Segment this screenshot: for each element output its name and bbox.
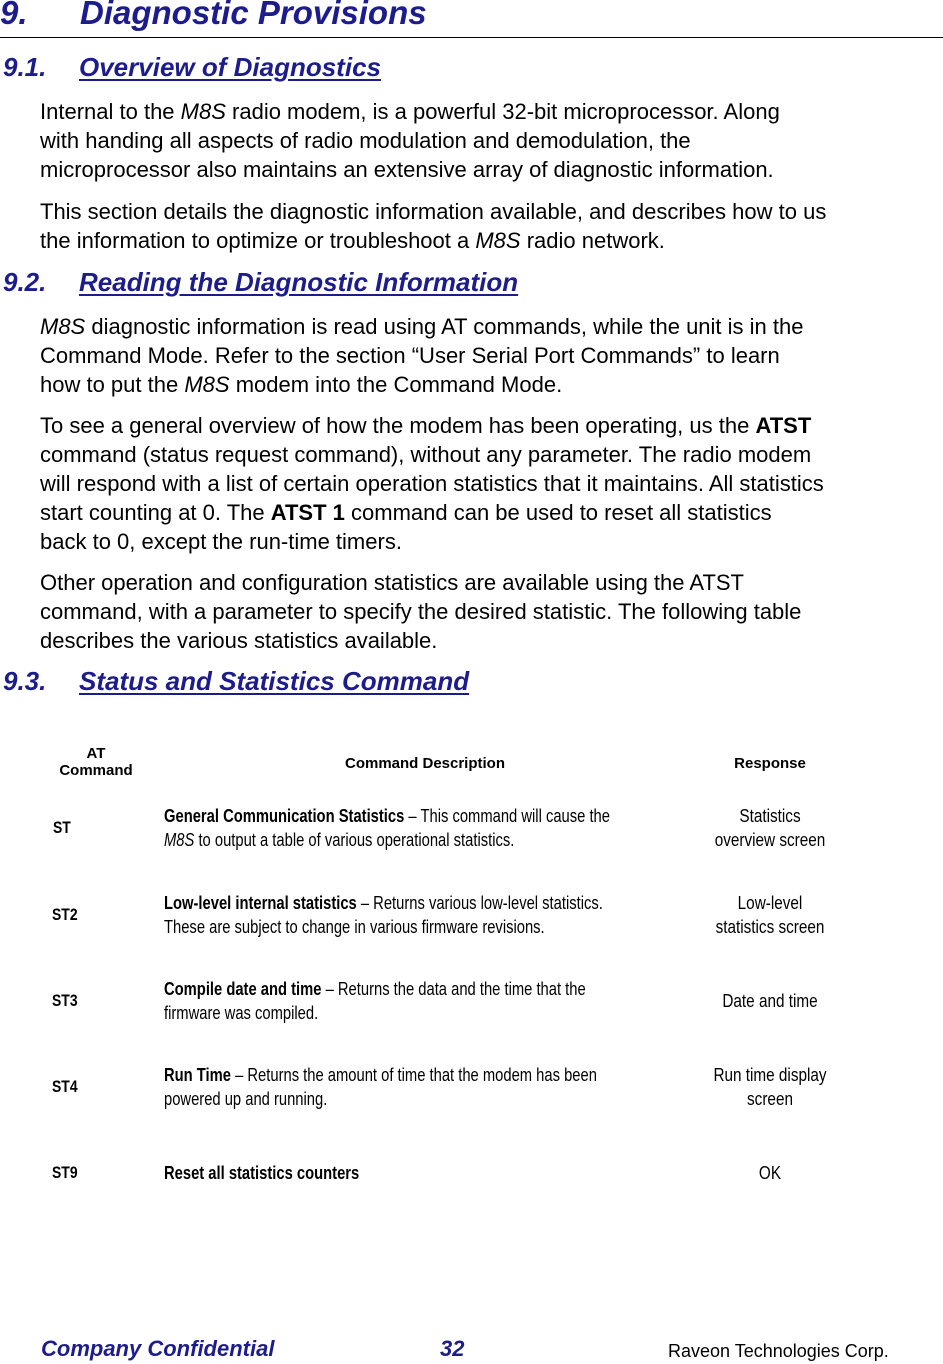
subsection-title[interactable]: Status and Statistics Command (79, 666, 470, 696)
section-title: Diagnostic Provisions (80, 0, 427, 31)
table-row-resp: OK (758, 1163, 782, 1183)
paragraph-overview-1: Internal to the M8S radio modem, is a powerful 32-bit microprocessor. Along with handing all aspects of radio modulation and demodulation, the microprocessor also maintains an extensive array of diagnostic information. (40, 99, 780, 182)
footer-company: Raveon Technologies Corp. (668, 1341, 889, 1361)
subsection-number: 9.1. (3, 52, 47, 82)
section-number: 9. (0, 0, 28, 31)
heading-rule (0, 37, 943, 38)
footer-page-number: 32 (440, 1336, 465, 1361)
table-row-resp: Statistics overview screen (714, 806, 826, 850)
table-row-cmd: ST2 (52, 905, 78, 924)
table-row-resp: Run time display screen (713, 1065, 827, 1109)
table-row-cmd: ST4 (52, 1077, 78, 1096)
paragraph-reading-3: Other operation and configuration statistics are available using the ATST command, with a parameter to specify the desired statistic. The following table describes the various statistics available. (40, 570, 802, 653)
table-row-cmd: ST9 (52, 1163, 78, 1182)
paragraph-overview-2: This section details the diagnostic information available, and describes how to us the information to optimize or troubleshoot a M8S radio network. (40, 199, 827, 253)
subsection-heading-9-3 (3, 666, 469, 697)
footer-confidential: Company Confidential (41, 1336, 275, 1361)
header-at-command: AT Command (59, 745, 133, 779)
subsection-heading-9-1 (3, 52, 381, 83)
subsection-number: 9.2. (3, 267, 47, 297)
table-row-resp: Date and time (722, 991, 818, 1011)
table-row-desc: Compile date and time – Returns the data and the time that the firmware was compiled. (164, 979, 586, 1023)
table-row-desc: General Communication Statistics – This command will cause the M8S to output a table of various operational statistics. (164, 806, 610, 850)
subsection-title[interactable]: Reading the Diagnostic Information (79, 267, 519, 297)
table-row-cmd: ST (53, 818, 71, 837)
header-response: Response (734, 755, 806, 772)
subsection-title[interactable]: Overview of Diagnostics (79, 52, 381, 82)
subsection-heading-9-2 (3, 267, 518, 298)
table-row-desc: Run Time – Returns the amount of time that the modem has been powered up and running. (164, 1065, 597, 1109)
paragraph-reading-1: M8S diagnostic information is read using AT commands, while the unit is in the Command Mode. Refer to the section “User Serial Port Commands” to learn how to put the M8S modem into the Command Mode. (40, 314, 804, 397)
table-row-cmd: ST3 (52, 991, 78, 1010)
table-row-resp: Low-level statistics screen (715, 893, 825, 937)
section-heading (0, 0, 427, 32)
paragraph-reading-2: To see a general overview of how the modem has been operating, us the ATST command (status request command), without any parameter. The radio modem will respond with a list of certain operation statistics that it maintains. All statistics start counting at 0. The ATST 1 command can be used to reset all statistics back to 0, except the run-time timers. (40, 413, 824, 554)
table-row-desc: Low-level internal statistics – Returns various low-level statistics. These are subject to change in various firmware revisions. (164, 893, 603, 937)
header-command-description: Command Description (344, 755, 506, 772)
subsection-number: 9.3. (3, 666, 47, 696)
table-row-desc: Reset all statistics counters (164, 1163, 360, 1183)
